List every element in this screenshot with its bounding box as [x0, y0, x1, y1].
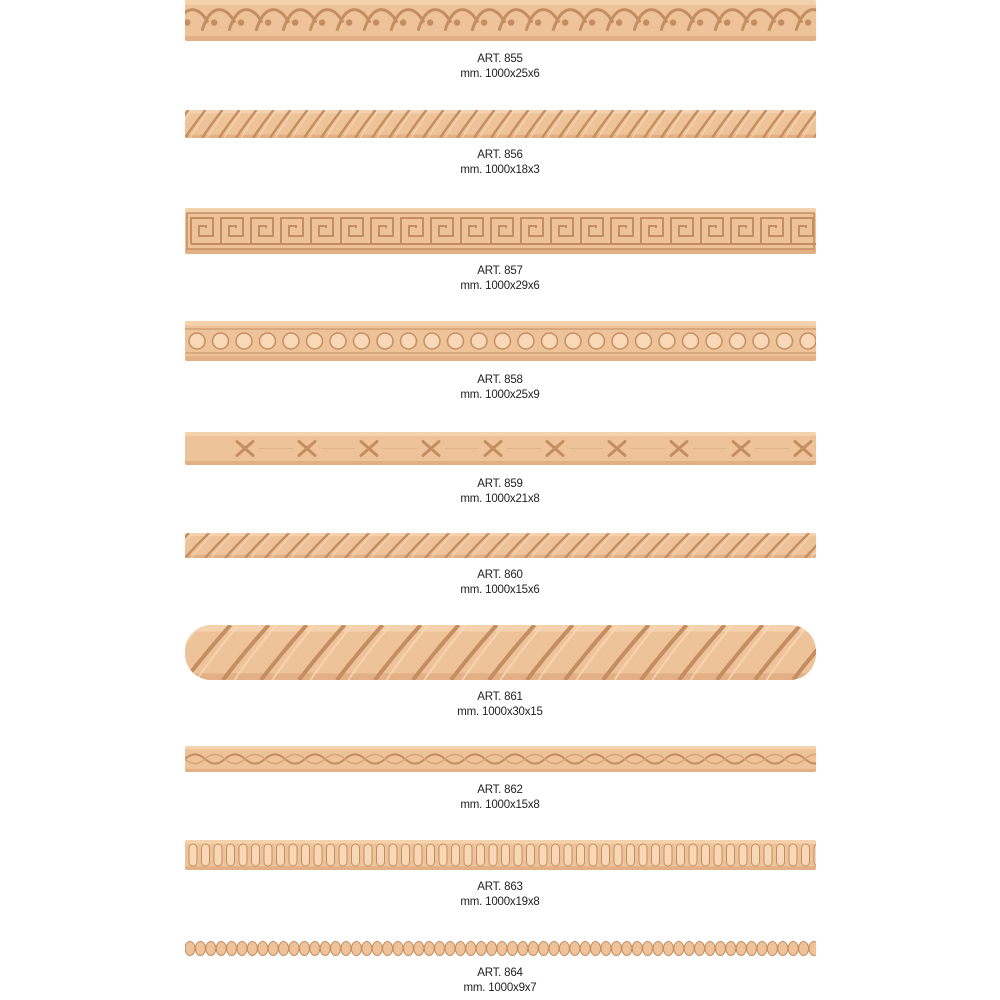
rope-pattern	[185, 533, 816, 558]
molding-strip-864	[185, 940, 816, 957]
dimensions: mm. 1000x15x6	[460, 584, 540, 596]
art-number: ART. 859	[477, 478, 523, 490]
molding-strip-863	[185, 840, 816, 870]
art-number: ART. 861	[477, 691, 523, 703]
art-number: ART. 864	[477, 967, 523, 979]
caption-862	[400, 783, 600, 813]
dimensions: mm. 1000x30x15	[457, 706, 543, 718]
beads-pattern	[185, 321, 816, 361]
caption-856	[400, 148, 600, 178]
molding-strip-859	[185, 432, 816, 465]
art-number: ART. 862	[477, 784, 523, 796]
greek-key-pattern	[185, 208, 816, 254]
art-number: ART. 857	[477, 265, 523, 277]
caption-859	[400, 477, 600, 507]
caption-858	[400, 373, 600, 403]
bead-chain-pattern	[185, 940, 816, 957]
molding-strip-856	[185, 110, 816, 138]
dimensions: mm. 1000x25x9	[460, 389, 540, 401]
art-number: ART. 855	[477, 53, 523, 65]
art-number: ART. 863	[477, 881, 523, 893]
dimensions: mm. 1000x25x6	[460, 68, 540, 80]
dimensions: mm. 1000x15x8	[460, 799, 540, 811]
molding-strip-855	[185, 0, 816, 41]
molding-strip-862	[185, 746, 816, 772]
molding-strip-861	[185, 625, 816, 680]
dimensions: mm. 1000x19x8	[460, 896, 540, 908]
art-number: ART. 856	[477, 149, 523, 161]
caption-860	[400, 568, 600, 598]
dimensions: mm. 1000x29x6	[460, 280, 540, 292]
dimensions: mm. 1000x21x8	[460, 493, 540, 505]
rope-pattern	[185, 110, 816, 138]
caption-863	[400, 880, 600, 910]
caption-855	[400, 52, 600, 82]
fluted-pattern	[185, 840, 816, 870]
dimensions: mm. 1000x18x3	[460, 164, 540, 176]
caption-857	[400, 264, 600, 294]
wave-pattern	[185, 746, 816, 772]
molding-strip-857	[185, 208, 816, 254]
caption-864	[400, 966, 600, 996]
molding-strip-858	[185, 321, 816, 361]
x-rosette-pattern	[185, 432, 816, 465]
molding-strip-860	[185, 533, 816, 558]
art-number: ART. 860	[477, 569, 523, 581]
guilloche-pattern	[185, 0, 816, 41]
art-number: ART. 858	[477, 374, 523, 386]
caption-861	[400, 690, 600, 720]
rope-pattern	[185, 625, 816, 680]
dimensions: mm. 1000x9x7	[463, 982, 537, 994]
